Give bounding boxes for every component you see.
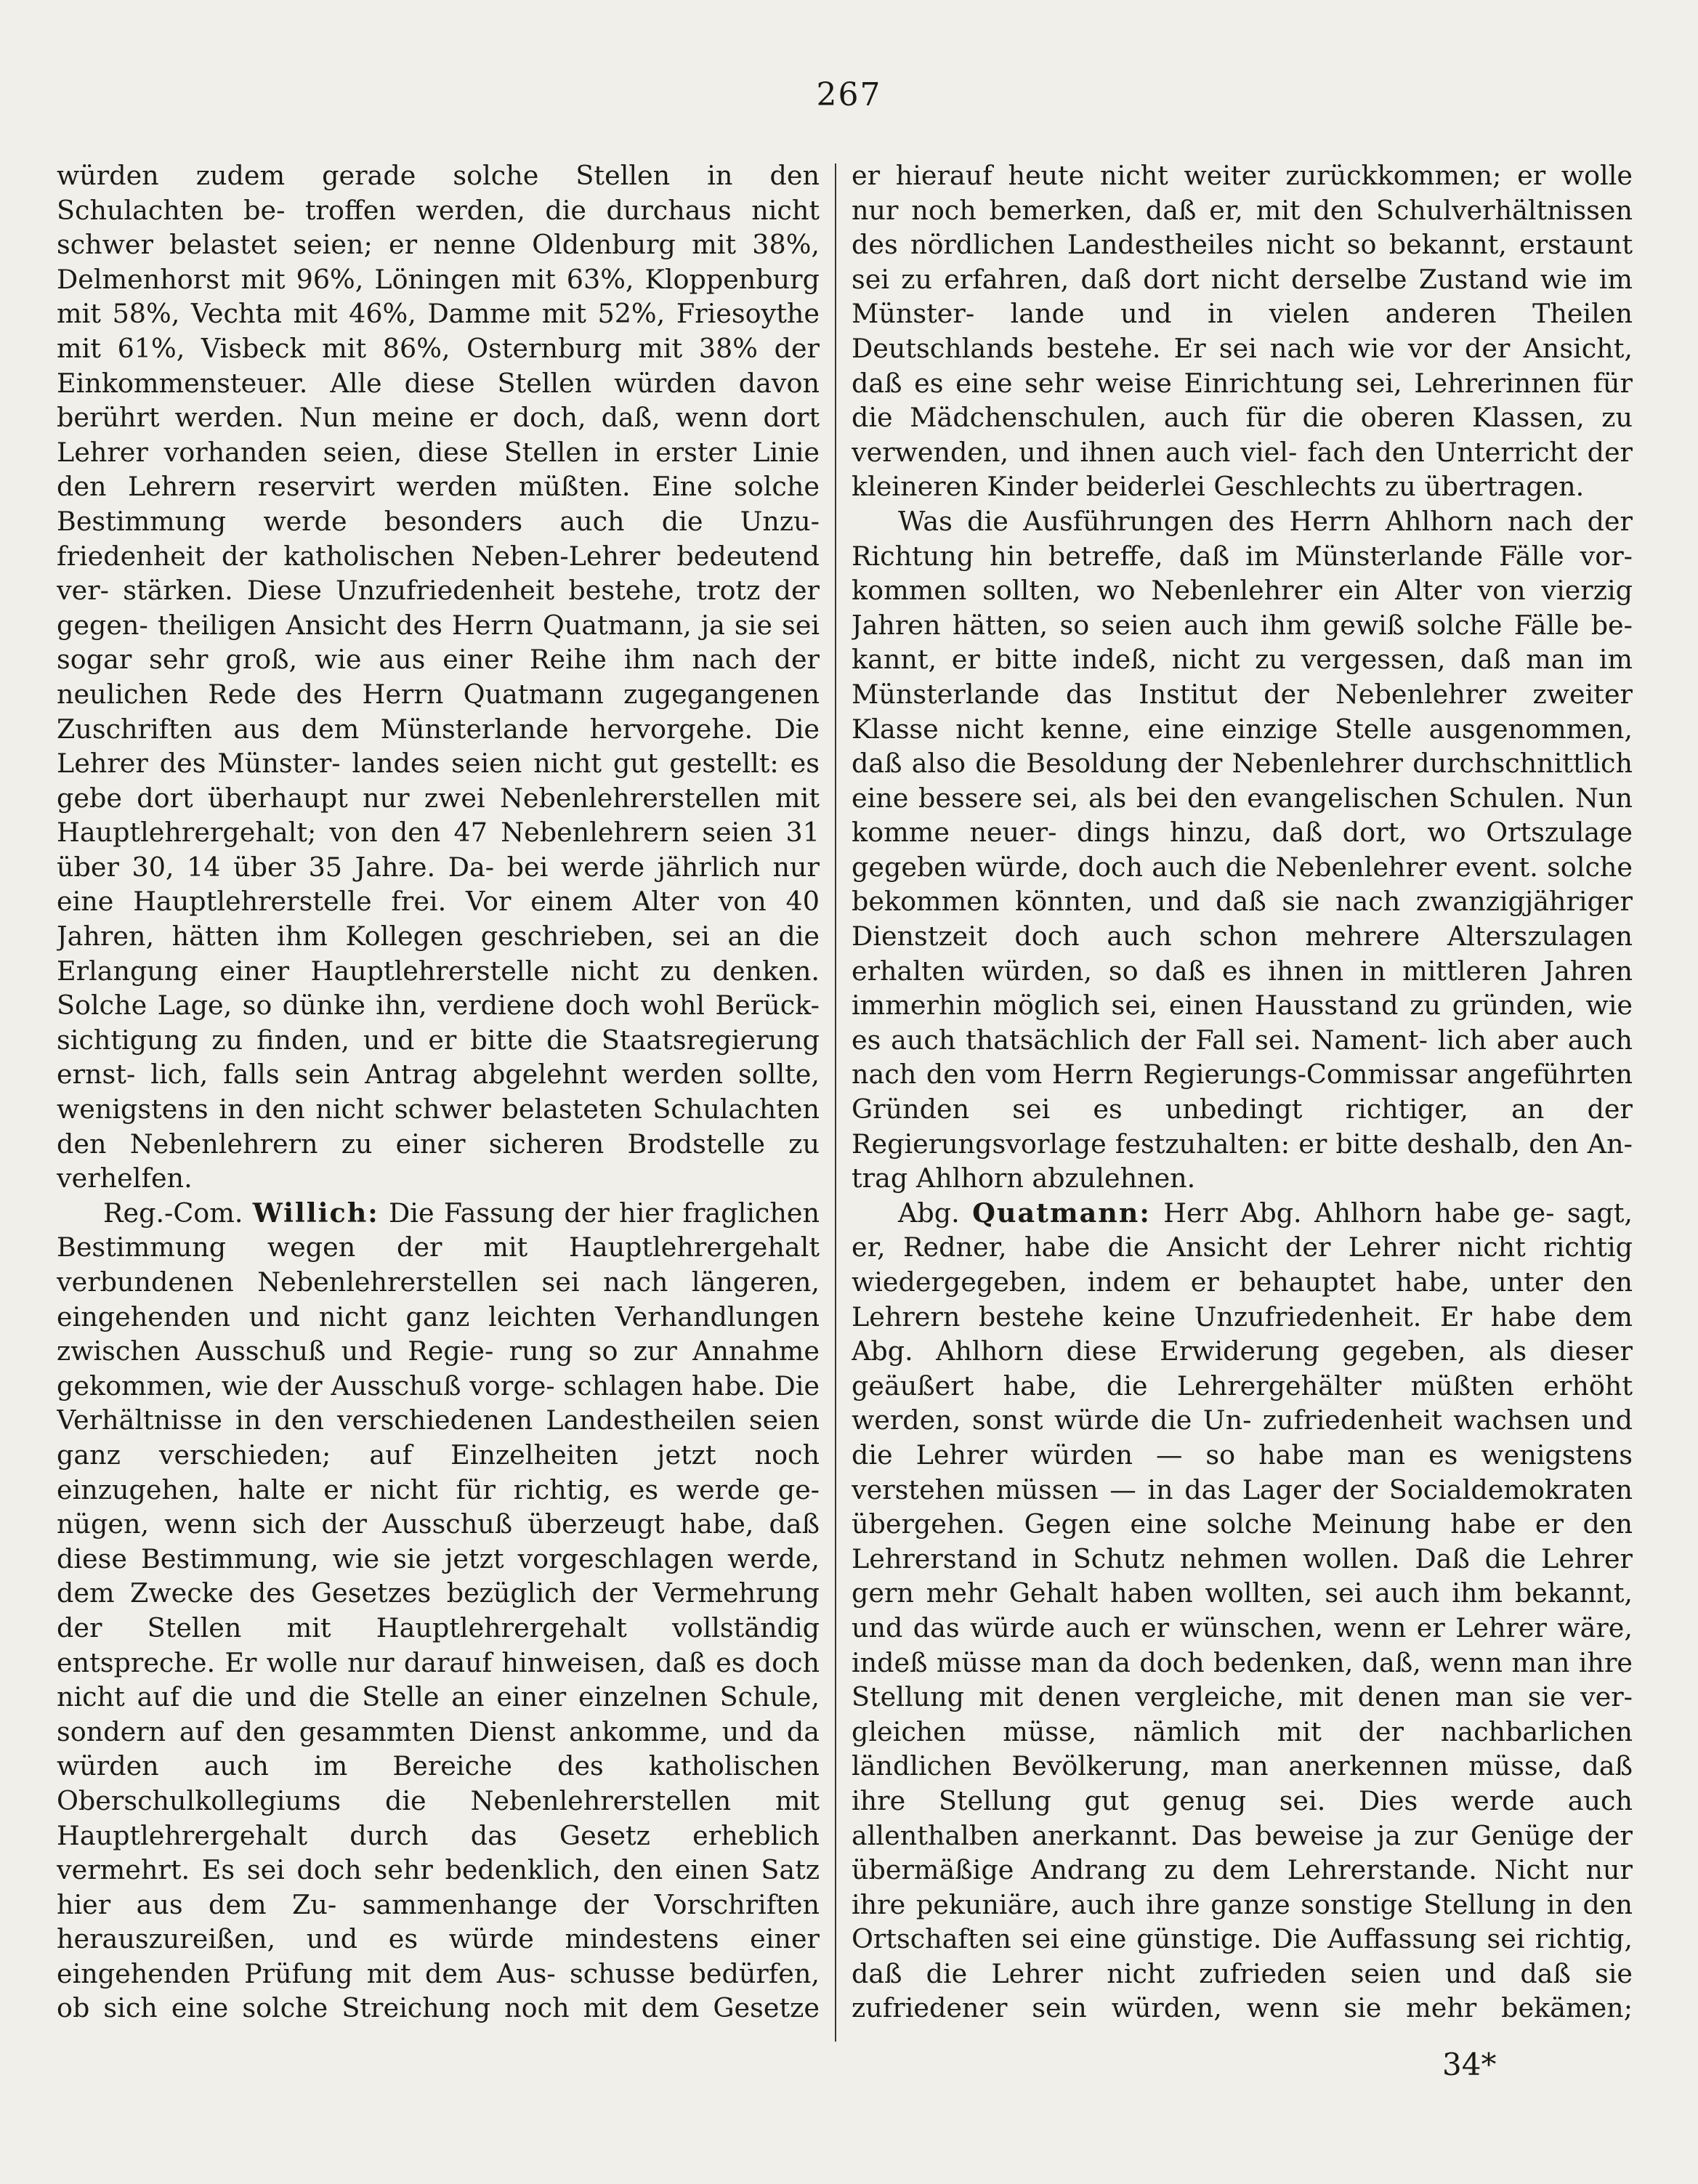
speech-paragraph xyxy=(852,1196,1633,2026)
left-column xyxy=(57,158,820,2026)
speaker-role: Abg. xyxy=(898,1197,960,1229)
speech-paragraph xyxy=(57,1196,820,2026)
page-number: 267 xyxy=(816,76,882,113)
paragraph: Was die Ausführungen des Herrn Ahlhorn nach der Richtung hin betreffe, daß im Münsterlande Fälle vor- kommen sollten, wo Nebenlehrer ein Alter von vierzig Jahren hätten, so seien auch ihm gewiß solche Fälle be- kannt, er bitte indeß, nicht zu vergessen, daß man im Münsterlande das Institut der Nebenlehrer zweiter Klasse nicht kenne, eine einzige Stelle ausgenommen, daß also die Besoldung der Nebenlehrer durchschnittlich eine bessere sei, als bei den evangelischen Schulen. Nun komme neuer- dings hinzu, daß dort, wo Ortszulage gegeben würde, doch auch die Nebenlehrer event. solche bekommen könnten, und daß sie nach zwanzigjähriger Dienstzeit doch auch schon mehrere Alterszulagen erhalten würden, so daß es ihnen in mittleren Jahren immerhin möglich sei, einen Hausstand zu gründen, wie es auch thatsächlich der Fall sei. Nament- lich aber auch nach den vom Herrn Regierungs-Commissar angeführten Gründen sei es unbedingt richtiger, an der Regierungsvorlage festzuhalten: er bitte deshalb, den An- trag Ahlhorn abzulehnen. xyxy=(852,505,1633,1194)
speech-text: Die Fassung der hier fraglichen Bestimmung wegen der mit Hauptlehrergehalt verbundenen Nebenlehrerstellen sei nach längeren, eingehenden und nicht ganz leichten Verhandlungen zwischen Ausschuß und Regie- rung so zur Annahme gekommen, wie der Ausschuß vorge- schlagen habe. Die Verhältnisse in den verschiedenen Landestheilen seien ganz verschieden; auf Einzelheiten jetzt noch einzugehen, halte er nicht für richtig, es werde ge- nügen, wenn sich der Ausschuß überzeugt habe, daß diese Bestimmung, wie sie jetzt vorgeschlagen werde, dem Zwecke des Gesetzes bezüglich der Vermehrung der Stellen mit Hauptlehrergehalt vollständig entspreche. Er wolle nur darauf hinweisen, daß es doch nicht auf die und die Stelle an einer einzelnen Schule, sondern auf den gesammten Dienst ankomme, und da würden auch im Bereiche des katholischen Oberschulkollegiums die Nebenlehrerstellen mit Hauptlehrergehalt durch das Gesetz erheblich vermehrt. Es sei doch sehr bedenklich, den einen Satz hier aus dem Zu- sammenhange der Vorschriften herauszureißen, und es würde mindestens einer eingehenden Prüfung mit dem Aus- schusse bedürfen, ob sich eine solche Streichung noch mit dem Gesetze xyxy=(57,1197,820,2024)
paragraph: er hierauf heute nicht weiter zurückkommen; er wolle nur noch bemerken, daß er, mit den Schulverhältnissen des nördlichen Landestheiles nicht so bekannt, erstaunt sei zu erfahren, daß dort nicht derselbe Zustand wie im Münster- lande und in vielen anderen Theilen Deutschlands bestehe. Er sei nach wie vor der Ansicht, daß es eine sehr weise Einrichtung sei, Lehrerinnen für die Mädchenschulen, auch für die oberen Klassen, zu verwenden, und ihnen auch viel- fach den Unterricht der kleineren Kinder beiderlei Geschlechts zu übertragen. xyxy=(852,160,1633,503)
signature-mark: 34* xyxy=(1442,2047,1497,2082)
speaker-name: Willich: xyxy=(252,1197,379,1229)
speaker-name: Quatmann: xyxy=(972,1197,1151,1229)
right-column xyxy=(852,158,1633,2026)
speaker-role: Reg.-Com. xyxy=(103,1197,243,1229)
speech-text: Herr Abg. Ahlhorn habe ge- sagt, er, Redner, habe die Ansicht der Lehrer nicht richtig wiedergegeben, indem er behauptet habe, unter den Lehrern bestehe keine Unzufriedenheit. Er habe dem Abg. Ahlhorn diese Erwiderung gegeben, als dieser geäußert habe, die Lehrergehälter müßten erhöht werden, sonst würde die Un- zufriedenheit wachsen und die Lehrer würden — so habe man es wenigstens verstehen müssen — in das Lager der Socialdemokraten übergehen. Gegen eine solche Meinung habe er den Lehrerstand in Schutz nehmen wollen. Daß die Lehrer gern mehr Gehalt haben wollten, sei auch ihm bekannt, und das würde auch er wünschen, wenn er Lehrer wäre, indeß müsse man da doch bedenken, daß, wenn man ihre Stellung mit denen vergleiche, mit denen man sie ver- gleichen müsse, nämlich mit der nachbarlichen ländlichen Bevölkerung, man anerkennen müsse, daß ihre Stellung gut genug sei. Dies werde auch allenthalben anerkannt. Das beweise ja zur Genüge der übermäßige Andrang zu dem Lehrerstande. Nicht nur ihre pekuniäre, auch ihre ganze sonstige Stellung in den Ortschaften sei eine günstige. Die Auffassung sei richtig, daß die Lehrer nicht zufrieden seien und daß sie zufriedener sein würden, wenn sie mehr bekämen; xyxy=(852,1197,1633,2024)
paragraph: würden zudem gerade solche Stellen in den Schulachten be- troffen werden, die durchaus nicht schwer belastet seien; er nenne Oldenburg mit 38%, Delmenhorst mit 96%, Löningen mit 63%, Kloppenburg mit 58%, Vechta mit 46%, Damme mit 52%, Friesoythe mit 61%, Visbeck mit 86%, Osternburg mit 38% der Einkommensteuer. Alle diese Stellen würden davon berührt werden. Nun meine er doch, daß, wenn dort Lehrer vorhanden seien, diese Stellen in erster Linie den Lehrern reservirt werden müßten. Eine solche Bestimmung werde besonders auch die Unzu- friedenheit der katholischen Neben-Lehrer bedeutend ver- stärken. Diese Unzufriedenheit bestehe, trotz der gegen- theiligen Ansicht des Herrn Quatmann, ja sie sei sogar sehr groß, wie aus einer Reihe ihm nach der neulichen Rede des Herrn Quatmann zugegangenen Zuschriften aus dem Münsterlande hervorgehe. Die Lehrer des Münster- landes seien nicht gut gestellt: es gebe dort überhaupt nur zwei Nebenlehrerstellen mit Hauptlehrergehalt; von den 47 Nebenlehrern seien 31 über 30, 14 über 35 Jahre. Da- bei werde jährlich nur eine Hauptlehrerstelle frei. Vor einem Alter von 40 Jahren, hätten ihm Kollegen geschrieben, sei an die Erlangung einer Hauptlehrerstelle nicht zu denken. Solche Lage, so dünke ihn, verdiene doch wohl Berück- sichtigung zu finden, und er bitte die Staatsregierung ernst- lich, falls sein Antrag abgelehnt werden sollte, wenigstens in den nicht schwer belasteten Schulachten den Nebenlehrern zu einer sicheren Brodstelle zu verhelfen. xyxy=(57,160,820,1194)
column-divider xyxy=(835,163,836,2042)
